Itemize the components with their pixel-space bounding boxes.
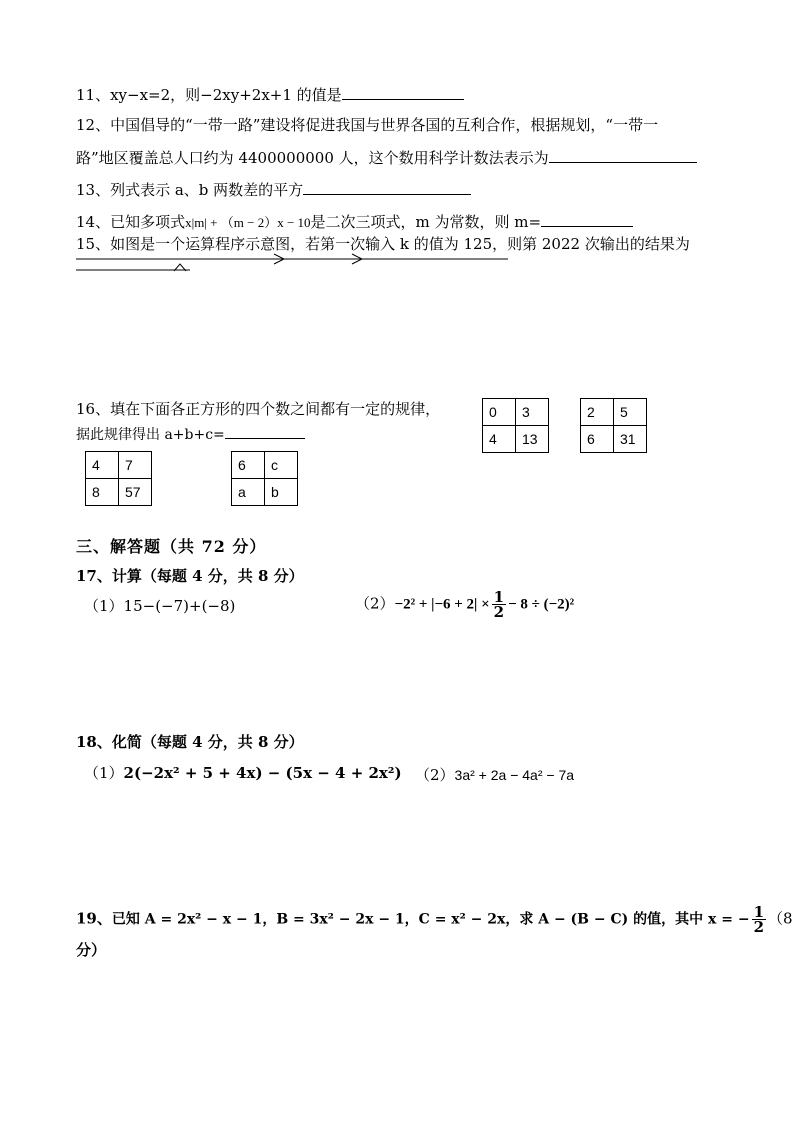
question-text: 如图是一个运算程序示意图，若第一次输入 k 的值为 125，则第 2022 次输出的结果为 (110, 235, 690, 253)
question-text: 列式表示 a、b 两数差的平方 (110, 181, 304, 199)
grid-cell: 6 (581, 426, 614, 453)
grid-cell: 8 (86, 479, 119, 506)
question-16-line1 (76, 399, 440, 419)
question-15 (76, 234, 690, 254)
grid-cell: 3 (516, 399, 549, 426)
grid-cell: 0 (483, 399, 516, 426)
answer-blank[interactable] (549, 146, 697, 163)
grid-cell: 57 (119, 479, 152, 506)
section-heading: 三、解答题（共 72 分） (76, 537, 267, 556)
question-number: 19、 (76, 909, 112, 928)
question-number: 15、 (76, 235, 111, 253)
expression: 2(−2x² + 5 + 4x) − (5x − 4 + 2x²) (123, 764, 402, 782)
grid-cell: 31 (614, 426, 647, 453)
grid-cell: 13 (516, 426, 549, 453)
fraction (492, 590, 506, 619)
question-13 (76, 178, 471, 200)
question-14 (76, 210, 633, 233)
number-grid-3 (85, 451, 152, 506)
question-number: 16、 (76, 400, 111, 418)
answer-blank[interactable] (303, 178, 471, 195)
grid-cell: 4 (86, 452, 119, 479)
question-17-part2 (355, 590, 574, 619)
fraction-numerator: 1 (493, 588, 505, 606)
question-11 (76, 83, 464, 105)
polynomial-expression: x|m| + （m − 2）x − 10 (185, 215, 311, 230)
question-text: 路”地区覆盖总人口约为 4400000000 人，这个数用科学计数法表示为 (76, 149, 549, 167)
question-18-part2 (415, 765, 574, 785)
grid-cell: 4 (483, 426, 516, 453)
question-text: 是二次三项式，m 为常数，则 m= (310, 213, 542, 231)
question-17-title: 17、计算（每题 4 分，共 8 分） (76, 567, 304, 585)
question-number: 13、 (76, 181, 111, 199)
question-text: xy−x=2，则−2xy+2x+1 的值是 (110, 86, 342, 104)
question-17-part1: （1）15−(−7)+(−8) (84, 597, 236, 615)
question-19-line2: 分） (76, 941, 107, 959)
number-grid-2 (580, 398, 647, 453)
question-19-line1 (76, 905, 793, 934)
fraction-numerator: 1 (753, 903, 764, 921)
fraction-denominator: 2 (753, 918, 764, 936)
expression: −2² + |−6 + 2| × (394, 596, 490, 613)
question-text: 填在下面各正方形的四个数之间都有一定的规律， (110, 400, 441, 418)
question-16-line2 (76, 422, 305, 445)
grid-cell: b (265, 479, 298, 506)
grid-cell: 2 (581, 399, 614, 426)
question-18-part1 (84, 763, 402, 783)
part-label: （2） (415, 766, 455, 784)
question-text: 已知 A = 2x² − x − 1，B = 3x² − 2x − 1，C = x² − 2x，求 A − (B − C) 的值，其中 x = − (111, 911, 750, 928)
fraction (752, 905, 766, 934)
part-label: （1） (84, 764, 124, 782)
number-grid-4 (231, 451, 298, 506)
answer-blank[interactable] (225, 422, 305, 439)
fraction-denominator: 2 (493, 603, 505, 621)
question-number: 12、 (76, 116, 111, 134)
question-number: 11、 (76, 86, 111, 104)
grid-cell: 6 (232, 452, 265, 479)
flowchart-diagram (74, 252, 514, 274)
question-text: 据此规律得出 a+b+c= (76, 427, 225, 443)
grid-cell: a (232, 479, 265, 506)
question-text: 已知多项式 (110, 213, 186, 231)
answer-blank[interactable] (342, 83, 464, 100)
expression: − 8 ÷ (−2)² (508, 596, 575, 613)
question-text: 中国倡导的“一带一路”建设将促进我国与世界各国的互利合作，根据规划，“一带一 (110, 116, 659, 134)
question-number: 14、 (76, 213, 111, 231)
part-label: （2） (355, 594, 395, 613)
grid-cell: c (265, 452, 298, 479)
answer-blank[interactable] (541, 210, 633, 227)
expression: 3a² + 2a − 4a² − 7a (454, 767, 575, 783)
question-18-title: 18、化简（每题 4 分，共 8 分） (76, 733, 304, 751)
grid-cell: 5 (614, 399, 647, 426)
question-12-line1 (76, 115, 658, 135)
question-text: （8 (768, 909, 793, 928)
grid-cell: 7 (119, 452, 152, 479)
question-12-line2 (76, 146, 697, 168)
number-grid-1 (482, 398, 549, 453)
